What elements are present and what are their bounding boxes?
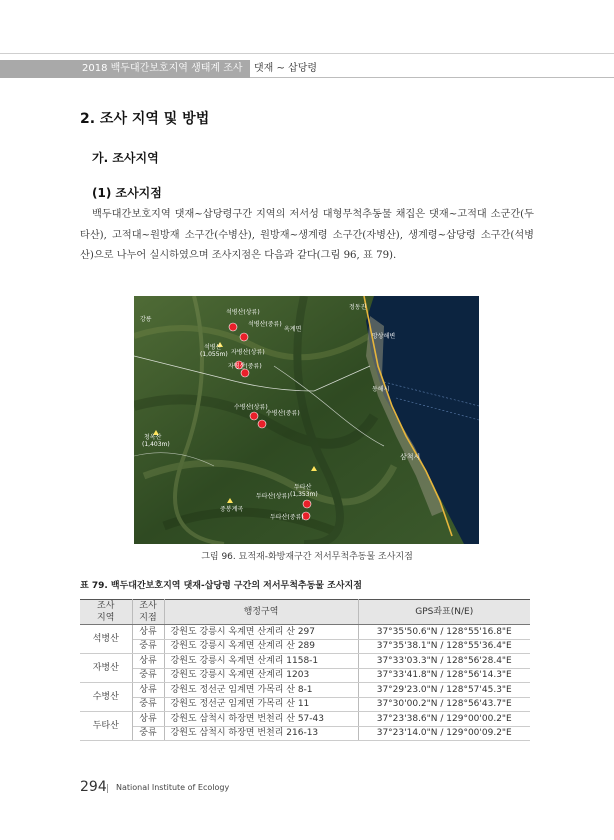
map-label: 동해시 — [372, 386, 390, 393]
cell-admin: 강원도 강릉시 옥계면 산계리 1203 — [164, 668, 358, 683]
map-label: (1,403m) — [142, 441, 170, 448]
table-row — [80, 668, 530, 683]
cell-admin: 강원도 삼척시 하장면 번천리 216-13 — [164, 726, 358, 741]
report-title: 2018 백두대간보호지역 생태계 조사 — [82, 63, 243, 74]
cell-point: 중류 — [132, 639, 164, 654]
map-label: 중봉계곡 — [220, 506, 244, 513]
body-paragraph: 백두대간보호지역 댓재~삽당령구간 지역의 저서성 대형무척추동물 채집은 댓재~고적대 소군간(두타산), 고적대~원방재 소구간(수병산), 원방재~생계령 소구간(자병산), 생계령~삽당령 소구간(석병산)으로 나누어 실시하였으며 조사지점은 다음과 같다(그림 96, 표 79). — [80, 209, 534, 261]
cell-site: 두타산 — [80, 712, 132, 741]
cell-admin: 강원도 삼척시 하장면 번천리 산 57-43 — [164, 712, 358, 727]
map-label: 자병산(중류) — [228, 363, 262, 370]
cell-gps: 37°23'38.6"N / 129°00'00.2"E — [358, 712, 530, 727]
header-rule — [250, 77, 614, 78]
marker-duta-upper — [303, 500, 311, 508]
map-label: 석병산 — [204, 344, 222, 351]
map-image — [134, 296, 479, 544]
cell-gps: 37°35'38.1"N / 128°55'36.4"E — [358, 639, 530, 654]
cell-point: 중류 — [132, 726, 164, 741]
table-row — [80, 697, 530, 712]
map-label: 석병산(중류) — [248, 321, 282, 328]
cell-admin: 강원도 정선군 임계면 가목리 산 8-1 — [164, 683, 358, 698]
cell-gps: 37°33'41.8"N / 128°56'14.3"E — [358, 668, 530, 683]
section-title: 댓재 ~ 삽당령 — [254, 63, 318, 74]
map-label: 청옥산 — [144, 434, 162, 441]
table-row — [80, 639, 530, 654]
table-row — [80, 712, 530, 727]
marker-subyeong-middle — [258, 420, 266, 428]
cell-point: 상류 — [132, 712, 164, 727]
cell-admin: 강원도 강릉시 옥계면 산계리 산 289 — [164, 639, 358, 654]
cell-gps: 37°33'03.3"N / 128°56'28.4"E — [358, 654, 530, 669]
map-label: 수병산(중류) — [266, 410, 300, 417]
cell-site: 석병산 — [80, 625, 132, 654]
page-number: 294 — [80, 779, 107, 795]
table-row — [80, 683, 530, 698]
marker-seokbyeong-middle — [240, 333, 248, 341]
marker-jabyeong-middle — [241, 369, 249, 377]
map-label: 두타산(상류) — [256, 493, 290, 500]
cell-gps: 37°23'14.0"N / 129°00'09.2"E — [358, 726, 530, 741]
map-label: 정동진 — [349, 304, 367, 311]
cell-gps: 37°35'50.6"N / 128°55'16.8"E — [358, 625, 530, 640]
table-caption: 표 79. 백두대간보호지역 댓재-삽당령 구간의 저서무척추동물 조사지점 — [80, 581, 362, 591]
header-site: 조사 지역 — [80, 600, 132, 625]
marker-seokbyeong-upper — [229, 323, 237, 331]
cell-point: 상류 — [132, 625, 164, 640]
cell-point: 중류 — [132, 668, 164, 683]
cell-point: 중류 — [132, 697, 164, 712]
map-label: 강릉 — [140, 316, 152, 323]
figure-caption: 그림 96. 묘적재-화방재구간 저서무척추동물 조사지점 — [201, 552, 413, 562]
header-gps: GPS좌표(N/E) — [358, 600, 530, 625]
map-label: 두타산 — [294, 484, 312, 491]
cell-gps: 37°29'23.0"N / 128°57'45.3"E — [358, 683, 530, 698]
map-label: 자병산(상류) — [231, 349, 265, 356]
cell-admin: 강원도 강릉시 옥계면 산계리 1158-1 — [164, 654, 358, 669]
table-row — [80, 726, 530, 741]
cell-site: 자병산 — [80, 654, 132, 683]
cell-gps: 37°30'00.2"N / 128°56'43.7"E — [358, 697, 530, 712]
map-label: 삼척시 — [400, 453, 421, 461]
cell-admin: 강원도 정선군 임계면 가목리 산 11 — [164, 697, 358, 712]
heading-level2: 가. 조사지역 — [92, 151, 159, 165]
table-row — [80, 625, 530, 640]
cell-point: 상류 — [132, 683, 164, 698]
cell-site: 수병산 — [80, 683, 132, 712]
header-point: 조사 지점 — [132, 600, 164, 625]
table-row — [80, 654, 530, 669]
header-admin: 행정구역 — [164, 600, 358, 625]
map-label: 두타산(중류) — [270, 514, 304, 521]
satellite-map — [134, 296, 479, 544]
cell-admin: 강원도 강릉시 옥계면 산계리 산 297 — [164, 625, 358, 640]
heading-level3: (1) 조사지점 — [92, 186, 162, 200]
footer-organization: National Institute of Ecology — [116, 783, 230, 792]
survey-sites-table — [80, 599, 530, 741]
map-label: 옥계면 — [284, 326, 302, 333]
map-label: 망상해변 — [372, 333, 396, 340]
map-label: 수병산(상류) — [234, 404, 268, 411]
heading-level1: 2. 조사 지역 및 방법 — [80, 111, 210, 127]
marker-subyeong-upper — [250, 412, 258, 420]
map-label: (1,055m) — [200, 351, 228, 358]
top-rule — [0, 53, 614, 54]
table-header-row — [80, 600, 530, 625]
map-label: 석병산(상류) — [226, 309, 260, 316]
cell-point: 상류 — [132, 654, 164, 669]
footer-divider — [107, 784, 108, 793]
map-label: (1,353m) — [290, 491, 318, 498]
